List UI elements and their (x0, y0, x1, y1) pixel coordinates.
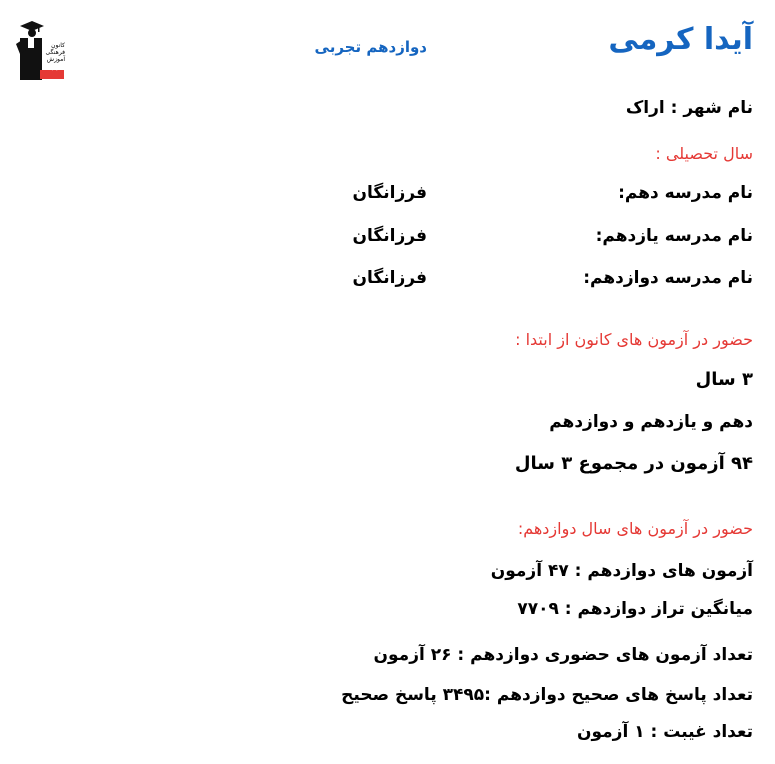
school-label-12: نام مدرسه دوازدهم: (583, 268, 753, 288)
twelfth-heading: حضور در آزمون های سال دوازدهم: (517, 519, 753, 538)
school-value-11: فرزانگان (352, 226, 427, 246)
presence-heading: حضور در آزمون های کانون از ابتدا : (515, 330, 753, 349)
logo-line: کانون (51, 42, 65, 49)
presence-total: ۹۴ آزمون در مجموع ۳ سال (514, 453, 753, 474)
city-line: نام شهر : اراک (625, 98, 753, 118)
school-value-12: فرزانگان (352, 268, 427, 288)
school-label-11: نام مدرسه یازدهم: (595, 226, 753, 246)
logo-line: قلم چی (45, 64, 65, 71)
twelfth-absence: تعداد غیبت : ۱ آزمون (576, 722, 753, 742)
twelfth-average: میانگین تراز دوازدهم : ۷۷۰۹ (517, 599, 753, 619)
logo-line: فرهنگی (45, 49, 65, 56)
twelfth-in-person: تعداد آزمون های حضوری دوازدهم : ۲۶ آزمون (373, 645, 753, 665)
grade-label: دوازدهم تجربی (314, 38, 427, 56)
twelfth-correct-answers: تعداد پاسخ های صحیح دوازدهم :۳۴۹۵ پاسخ صحیح (341, 685, 753, 705)
academic-year-heading: سال تحصیلی : (655, 144, 753, 163)
school-value-10: فرزانگان (352, 183, 427, 203)
twelfth-exams: آزمون های دوازدهم : ۴۷ آزمون (490, 561, 753, 581)
student-name: آیدا کرمی (608, 22, 753, 57)
school-label-10: نام مدرسه دهم: (618, 183, 753, 203)
logo-line: آموزش (46, 56, 65, 63)
kanoon-graduate-logo-icon (14, 20, 66, 82)
presence-years: ۳ سال (695, 369, 753, 390)
presence-grades: دهم و یازدهم و دوازدهم (549, 412, 753, 432)
